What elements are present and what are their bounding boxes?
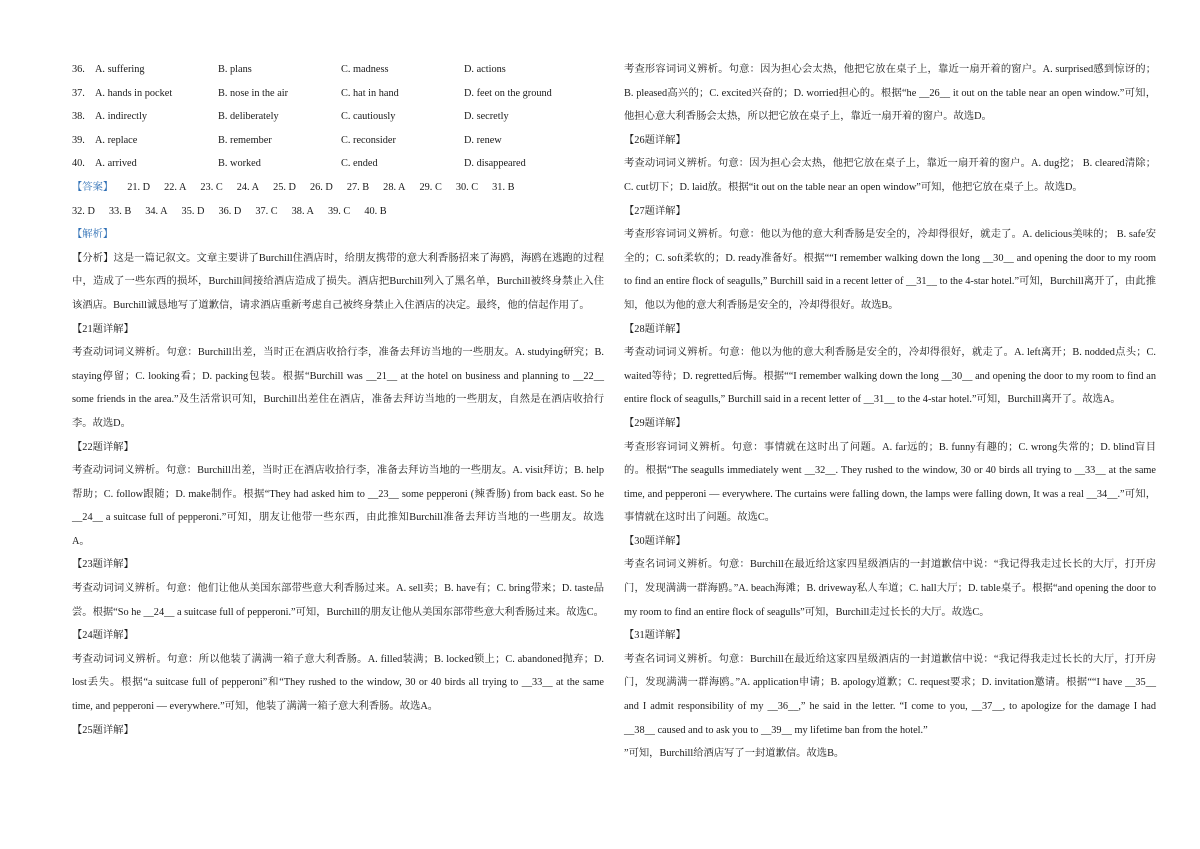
section-heading: 【24题详解】 — [72, 630, 134, 642]
section-heading: 【22题详解】 — [72, 441, 134, 453]
section-body: 考查形容词词义辨析。句意：他以为他的意大利香肠是安全的，冷却得很好，就走了。A. delicious美味的； B. safe安全的；C. soft柔软的；D. ready准备好。根据““I remember walking down the long __30__ and opening the door to my room to find an entire flock of seagulls,” Burchill said in a recent letter of __31__ to the 4-star hotel.”可知，Burchill离开了，由此推知，他以为他的意大利香肠是安全的，冷却得很好。故选B。 — [624, 229, 1156, 311]
option-row — [72, 82, 604, 106]
option-row — [72, 129, 604, 153]
section-heading: 【25题详解】 — [72, 724, 134, 736]
option-row — [72, 58, 604, 82]
answer-item: 29. C — [419, 181, 442, 193]
option-c: C. ended — [341, 158, 378, 170]
section-heading: 【29题详解】 — [624, 417, 686, 429]
option-b: B. plans — [218, 64, 252, 75]
answer-item: 25. D — [273, 181, 296, 193]
option-c: C. reconsider — [341, 134, 396, 146]
answer-item: 33. B — [108, 205, 132, 217]
option-a: A. indirectly — [95, 111, 148, 123]
option-c: C. hat in hand — [341, 87, 399, 99]
section-heading: 【28题详解】 — [624, 323, 686, 335]
section-body: 考查动词词义辨析。句意：Burchill出差，当时正在酒店收拾行李，准备去拜访当地的一些朋友。A. visit拜访；B. help帮助；C. follow跟随；D. make制作。根据“They had asked him to __23__ some pepperoni (辣香肠) from back east. So he __24__ a suitcase full of pepperoni.”可知，朋友让他带一些东西，由此推知Burchill准备去拜访当地的一些朋友。故选A。 — [72, 465, 604, 547]
question-number: 36. — [72, 64, 85, 75]
option-a: A. suffering — [95, 64, 145, 75]
option-d: D. renew — [464, 134, 502, 146]
section-heading: 【30题详解】 — [624, 535, 686, 547]
section-body-end: ”可知，Burchill给酒店写了一封道歉信。故选B。 — [624, 748, 845, 760]
left-column — [72, 58, 604, 742]
option-row — [72, 105, 604, 129]
section-body: 考查动词词义辨析。句意：因为担心会太热，他把它放在桌子上，靠近一扇开着的窗户。A. dug挖； B. cleared清除；C. cut切下；D. laid放。根据“it out on the table near an open window”可知，他把它放在桌子上。故选D。 — [624, 158, 1156, 193]
section-heading: 【26题详解】 — [624, 134, 686, 146]
option-c: C. cautiously — [341, 111, 396, 123]
question-number: 38. — [72, 111, 85, 123]
option-c: C. madness — [341, 64, 389, 75]
section-heading: 【23题详解】 — [72, 559, 134, 571]
section-body: 考查形容词词义辨析。句意：因为担心会太热，他把它放在桌子上，靠近一扇开着的窗户。A. surprised感到惊讶的；B. pleased高兴的；C. excited兴奋的；D. worried担心的。根据“he __26__ it out on the table near an open window.”可知，他担心意大利香肠会太热，所以把它放在桌子上，靠近一扇开着的窗户。故选D。 — [624, 64, 1156, 123]
section-body: 考查动词词义辨析。句意：Burchill出差，当时正在酒店收拾行李，准备去拜访当地的一些朋友。A. studying研究；B. staying停留；C. looking看；D. packing包装。根据“Burchill was __21__ at the hotel on business and planning to __22__ some friends in the area.”及生活常识可知，Burchill出差住在酒店，准备去拜访当地的一些朋友，自然是在酒店收拾行李。故选D。 — [72, 347, 604, 429]
options-list — [72, 58, 604, 176]
answer-item: 39. C — [327, 205, 351, 217]
answer-item: 28. A — [383, 181, 406, 193]
answer-item: 34. A — [145, 205, 168, 217]
answer-item: 27. B — [346, 181, 370, 193]
answer-key-line-1 — [72, 176, 604, 200]
option-b: B. deliberately — [218, 111, 279, 123]
option-a: A. hands in pocket — [95, 87, 173, 99]
option-d: D. actions — [464, 64, 506, 75]
option-b: B. remember — [218, 134, 272, 146]
section-body: 考查名词词义辨析。句意：Burchill在最近给这家四星级酒店的一封道歉信中说：“我记得我走过长长的大厅，打开房门，发现满满一群海鸥。”A. application申请；B. apology道歉；C. request要求；D. invitation邀请。根据““I have __35__ and I admit responsibility of my __36__,” he said in the letter. “I come to you, __37__, to apologize for the damage I had __38__ caused and to ask you to __39__ my lifetime ban from the hotel.” — [624, 653, 1156, 736]
section-heading: 【21题详解】 — [72, 323, 134, 335]
option-d: D. disappeared — [464, 158, 526, 170]
option-a: A. replace — [95, 134, 138, 146]
option-d: D. feet on the ground — [464, 87, 552, 99]
answer-item: 36. D — [218, 205, 242, 217]
section-body: 考查动词词义辨析。句意：所以他装了满满一箱子意大利香肠。A. filled装满；B. locked锁上；C. abandoned抛弃；D. lost丢失。根据“a suitcase full of pepperoni”和“They rushed to the window, 30 or 40 birds all trying to __33__ at the same time, and pepperoni — everywhere.”可知，他装了满满一箱子意大利香肠。故选A。 — [72, 653, 604, 713]
question-number: 37. — [72, 87, 85, 99]
answer-item: 35. D — [181, 205, 205, 217]
answer-item: 22. A — [164, 181, 187, 193]
answer-item: 37. C — [255, 205, 278, 217]
option-d: D. secretly — [464, 111, 509, 123]
right-column — [624, 58, 1156, 766]
analysis-label: 【解析】 — [72, 229, 114, 241]
answer-item: 40. B — [364, 205, 387, 217]
answer-key-line-2 — [72, 200, 604, 224]
option-row — [72, 152, 604, 176]
option-a: A. arrived — [95, 158, 137, 170]
answer-item: 21. D — [127, 181, 151, 193]
section-body: 考查形容词词义辨析。句意：事情就在这时出了问题。A. far远的；B. funny有趣的；C. wrong失常的；D. blind盲目的。根据“The seagulls immediately went __32__. They rushed to the window, 30 or 40 birds all trying to __33__ at the same time, and pepperoni — everywhere. The curtains were falling down, the lamps were falling down, It was a real __34__.”可知，事情就在这时出了问题。故选C。 — [624, 441, 1156, 524]
section-body: 考查名词词义辨析。句意：Burchill在最近给这家四星级酒店的一封道歉信中说：“我记得我走过长长的大厅，打开房门，发现满满一群海鸥。”A. beach海滩；B. driveway私人车道；C. hall大厅；D. table桌子。根据“and opening the door to my room to find an entire flock of seagulls”可知，Burchill走过长长的大厅。故选C。 — [624, 559, 1156, 618]
answer-item: 38. A — [291, 205, 314, 217]
answer-item: 30. C — [455, 181, 479, 193]
question-number: 40. — [72, 158, 85, 170]
analysis-summary: 【分析】这是一篇记叙文。文章主要讲了Burchill住酒店时，给朋友携带的意大利香肠招来了海鸥，海鸥在逃跑的过程中，造成了一些东西的损坏，Burchill间接给酒店造成了损失。酒店把Burchill列入了黑名单，Burchill被终身禁止入住该酒店。Burchill诚恳地写了道歉信，请求酒店重新考虑自己被终身禁止入住酒店的决定。最终，他的信起作用了。 — [72, 252, 604, 311]
answer-item: 23. C — [200, 181, 223, 193]
section-body: 考查动词词义辨析。句意：他以为他的意大利香肠是安全的，冷却得很好，就走了。A. left离开；B. nodded点头；C. waited等待；D. regretted后悔。根据““I remember walking down the long __30__ and opening the door to my room to find an entire flock of seagulls,” Burchill said in a recent letter of __31__ to the 4-star hotel.”可知，Burchill离开了。故选A。 — [624, 347, 1156, 406]
option-b: B. worked — [218, 158, 261, 170]
answer-label: 【答案】 — [72, 181, 114, 193]
answer-item: 26. D — [309, 181, 333, 193]
section-heading: 【31题详解】 — [624, 630, 686, 642]
answer-item: 24. A — [236, 181, 260, 193]
option-b: B. nose in the air — [218, 87, 289, 99]
answer-item: 32. D — [72, 205, 95, 217]
section-heading: 【27题详解】 — [624, 205, 686, 217]
answer-item: 31. B — [492, 181, 515, 193]
section-body: 考查动词词义辨析。句意：他们让他从美国东部带些意大利香肠过来。A. sell卖；B. have有；C. bring带来；D. taste品尝。根据“So he __24__ a suitcase full of pepperoni.”可知，Burchill的朋友让他从美国东部带些意大利香肠过来。故选C。 — [72, 583, 604, 618]
question-number: 39. — [72, 134, 85, 146]
